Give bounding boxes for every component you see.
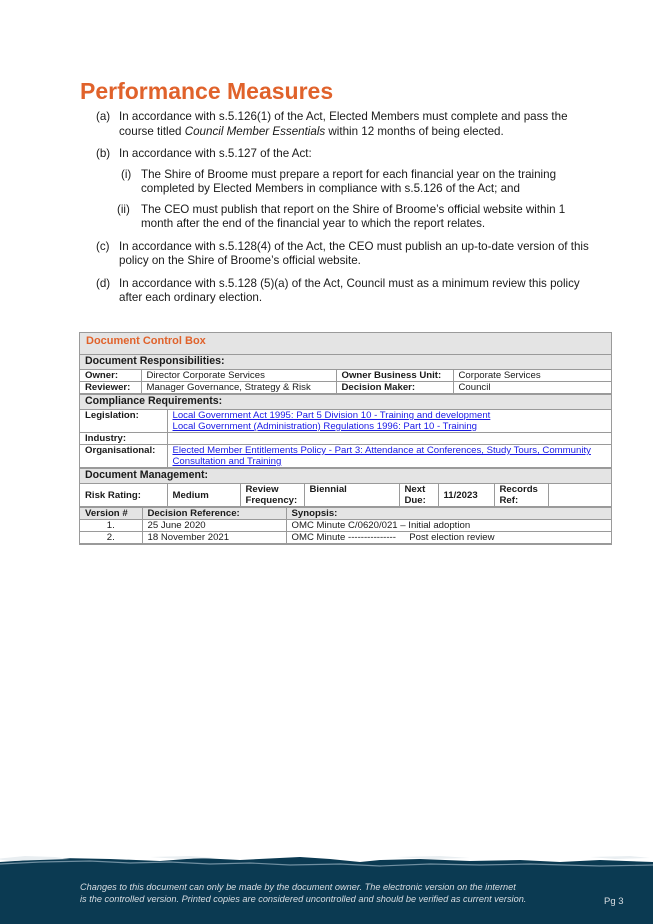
- version-number: 1.: [80, 520, 142, 532]
- records-value: [548, 484, 611, 507]
- table-row: [80, 484, 611, 507]
- next-due-value: 11/2023: [438, 484, 494, 507]
- management-table: [80, 484, 611, 507]
- footer-line-1: Changes to this document can only be made by the document owner. The electronic version on the internet: [80, 882, 516, 892]
- measure-text-end: within 12 months of being elected.: [325, 124, 504, 138]
- measure-text: In accordance with s.5.128 (5)(a) of the Act, Council must as a minimum review this policy after each ordinary election.: [119, 276, 580, 304]
- owner-unit-label: Owner Business Unit:: [336, 370, 453, 382]
- table-row: [80, 382, 611, 394]
- subitem-text: The CEO must publish that report on the Shire of Broome’s official website within 1 month after the end of the financial year to which the report relates.: [141, 202, 566, 230]
- column-header: Version #: [80, 508, 142, 520]
- owner-label: Owner:: [80, 370, 141, 382]
- review-label: Review Frequency:: [240, 484, 304, 507]
- page-heading: Performance Measures: [80, 78, 334, 104]
- page-number: Pg 3: [604, 896, 624, 907]
- records-label: Records Ref:: [494, 484, 548, 507]
- compliance-table: [80, 410, 611, 468]
- reviewer-label: Reviewer:: [80, 382, 141, 394]
- next-due-label: Next Due:: [399, 484, 438, 507]
- responsibilities-heading: Document Responsibilities:: [80, 355, 611, 370]
- table-row: [80, 520, 611, 532]
- table-row: [80, 532, 611, 544]
- compliance-heading: Compliance Requirements:: [80, 394, 611, 410]
- dcb-title: Document Control Box: [80, 333, 611, 355]
- industry-label: Industry:: [80, 433, 167, 445]
- table-row: [80, 445, 611, 468]
- version-table: [80, 507, 611, 544]
- synopsis: OMC Minute --------------- Post election review: [286, 532, 611, 544]
- subitem-i: [96, 168, 596, 197]
- review-value: Biennial: [304, 484, 399, 507]
- measure-label: (a): [96, 110, 111, 123]
- subitem-text: The Shire of Broome must prepare a report for each financial year on the training completed by Elected Members in compliance with s.5.126 of the Act; and: [141, 167, 557, 195]
- column-header: Synopsis:: [286, 508, 611, 520]
- subitem-label: (ii): [117, 202, 130, 216]
- management-heading: Document Management:: [80, 468, 611, 484]
- table-row: [80, 433, 611, 445]
- measure-text: In accordance with s.5.128(4) of the Act, the CEO must publish an up-to-date version of this policy on the Shire of Broome’s official website.: [119, 239, 589, 267]
- table-row: [80, 370, 611, 382]
- decision-maker-value: Council: [453, 382, 611, 394]
- measure-label: (b): [96, 147, 111, 160]
- performance-measures-list: [96, 110, 596, 314]
- decision-reference: 18 November 2021: [142, 532, 286, 544]
- subitem-label: (i): [121, 167, 132, 181]
- legislation-link-act[interactable]: Local Government Act 1995: Part 5 Division 10 - Training and development: [172, 410, 491, 421]
- measure-label: (d): [96, 276, 111, 290]
- organisational-label: Organisational:: [80, 445, 167, 468]
- legislation-link-regulations[interactable]: Local Government (Administration) Regulations 1996: Part 10 - Training: [172, 421, 477, 432]
- legislation-label: Legislation:: [80, 410, 167, 433]
- measure-b: [96, 147, 596, 232]
- risk-value: Medium: [167, 484, 240, 507]
- owner-unit-value: Corporate Services: [453, 370, 611, 382]
- table-header-row: [80, 508, 611, 520]
- course-title: Council Member Essentials: [184, 124, 326, 138]
- decision-reference: 25 June 2020: [142, 520, 286, 532]
- document-control-box: [79, 332, 612, 545]
- footer-line-2: is the controlled version. Printed copies are considered uncontrolled and should be verified as current version.: [80, 893, 527, 904]
- version-number: 2.: [80, 532, 142, 544]
- risk-label: Risk Rating:: [80, 484, 167, 507]
- measure-d: [96, 277, 596, 306]
- measure-c: [96, 240, 596, 269]
- decision-maker-label: Decision Maker:: [336, 382, 453, 394]
- responsibilities-table: [80, 370, 611, 394]
- column-header: Decision Reference:: [142, 508, 286, 520]
- measure-text: In accordance with s.5.127 of the Act:: [119, 147, 312, 160]
- measure-text: In accordance with s.5.126(1) of the Act, Elected Members must complete and pass the course titled: [119, 110, 568, 138]
- measure-b-subitems: [119, 168, 596, 232]
- synopsis: OMC Minute C/0620/021 – Initial adoption: [286, 520, 611, 532]
- reviewer-value: Manager Governance, Strategy & Risk: [141, 382, 336, 394]
- footer-disclaimer: [80, 882, 580, 905]
- industry-value: [167, 433, 611, 445]
- table-row: [80, 410, 611, 433]
- subitem-ii: [96, 203, 596, 232]
- measure-label: (c): [96, 239, 110, 253]
- owner-value: Director Corporate Services: [141, 370, 336, 382]
- organisational-policy-link[interactable]: Elected Member Entitlements Policy - Part 3: Attendance at Conferences, Study Tours, Community Consultation and Training: [172, 445, 591, 467]
- measure-a: [96, 110, 596, 139]
